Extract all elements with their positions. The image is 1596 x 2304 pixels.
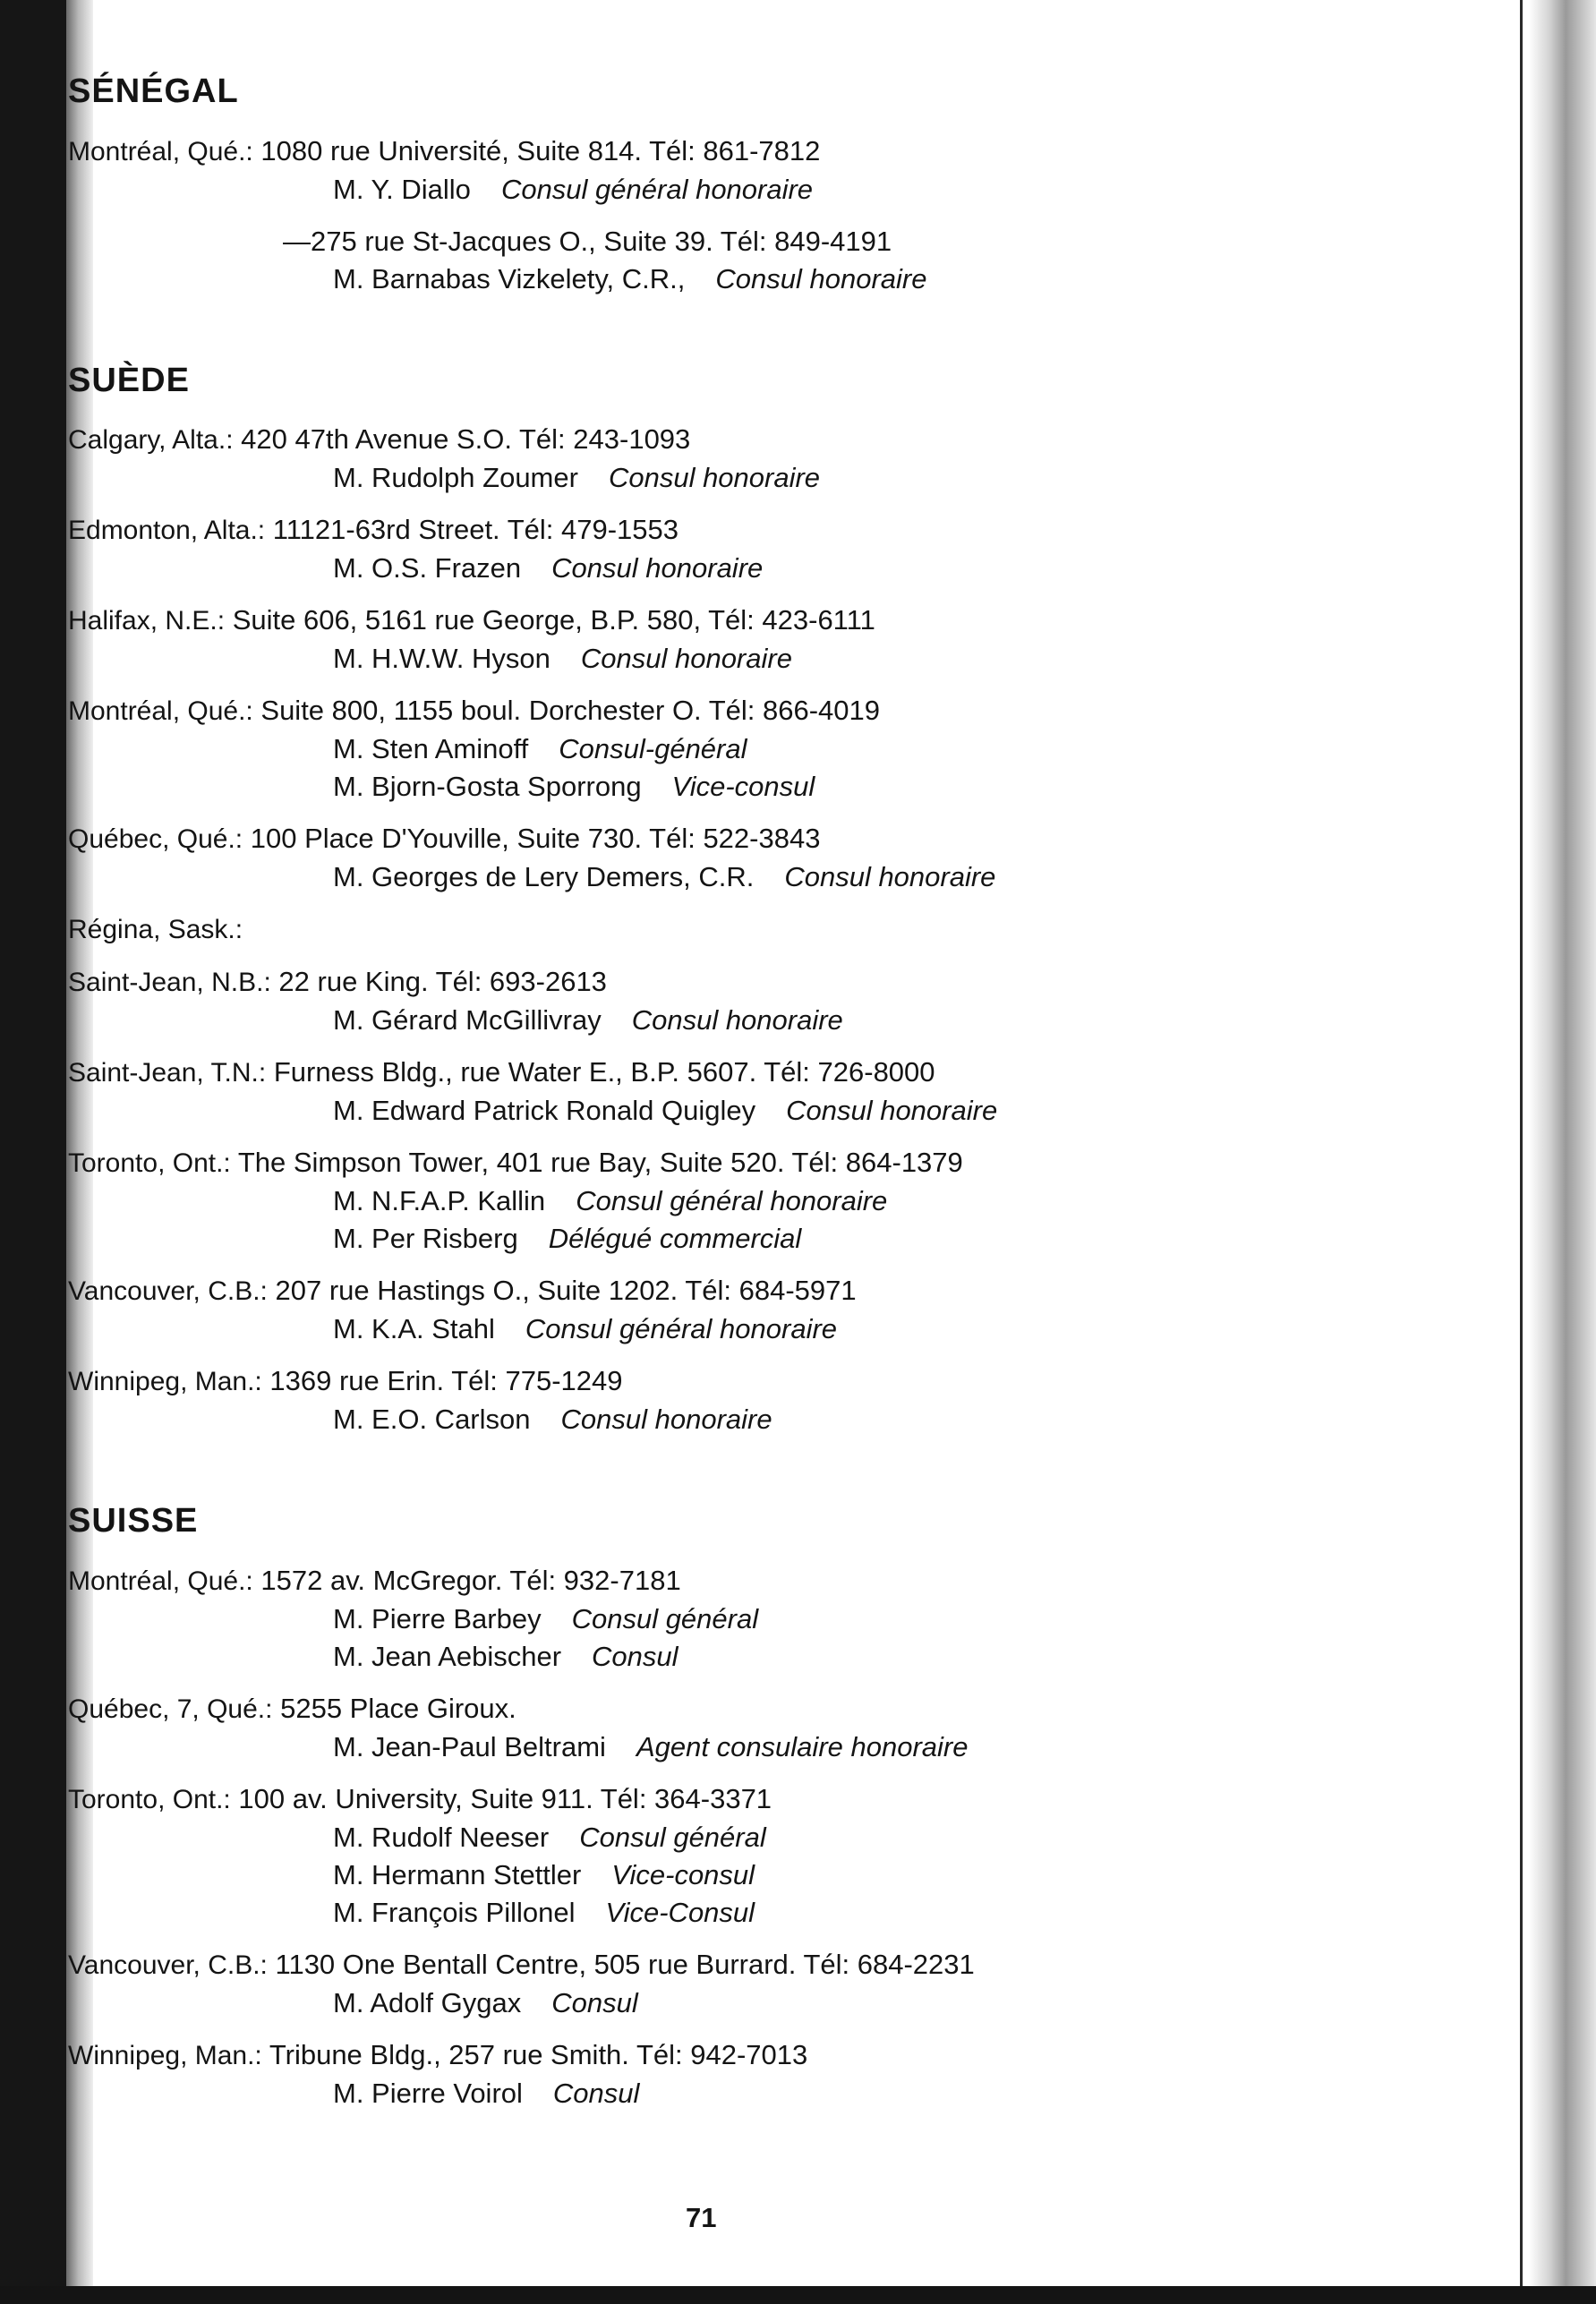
scan-right-edge <box>1529 0 1596 2304</box>
staff-line <box>68 640 1518 678</box>
consulate-entry <box>68 2036 1518 2112</box>
staff-role: Consul <box>592 1640 679 1672</box>
street-address: 1130 One Bentall Centre, 505 rue Burrard. Tél: 684-2231 <box>275 1948 975 1980</box>
staff-name: M. Edward Patrick Ronald Quigley <box>333 1095 756 1127</box>
street-address: Furness Bldg., rue Water E., B.P. 5607. Tél: 726-8000 <box>273 1056 935 1088</box>
address-line <box>68 1054 1518 1092</box>
street-address: Suite 800, 1155 boul. Dorchester O. Tél: 866-4019 <box>260 695 881 727</box>
staff-role: Agent consulaire honoraire <box>636 1730 969 1762</box>
address-line <box>68 511 1518 550</box>
staff-name: M. François Pillonel <box>333 1896 576 1928</box>
city-label: Edmonton, Alta.: <box>68 516 266 546</box>
consulate-entry <box>68 963 1518 1039</box>
staff-line <box>68 1600 1518 1638</box>
scan-left-border <box>0 0 66 2304</box>
staff-name: M. Jean Aebischer <box>333 1640 562 1672</box>
consulate-entry <box>68 223 1518 298</box>
consulate-entry <box>68 692 1518 806</box>
consulate-entry <box>68 910 1518 949</box>
staff-name: M. N.F.A.P. Kallin <box>333 1185 546 1217</box>
staff-line <box>68 1220 1518 1258</box>
staff-role: Consul général honoraire <box>576 1185 888 1217</box>
address-line <box>68 1562 1518 1600</box>
staff-name: M. Barnabas Vizkelety, C.R., <box>333 262 686 294</box>
staff-name: M. E.O. Carlson <box>333 1404 531 1436</box>
staff-line <box>68 1728 1518 1766</box>
city-label: Québec, Qué.: <box>68 824 243 855</box>
city-label: Vancouver, C.B.: <box>68 1276 268 1307</box>
address-line <box>68 1780 1518 1819</box>
address-line <box>68 820 1518 858</box>
staff-name: M. Georges de Lery Demers, C.R. <box>333 861 755 893</box>
staff-role: Vice-consul <box>671 771 815 803</box>
country-section <box>68 1501 1518 2112</box>
consulate-entry <box>68 1272 1518 1348</box>
city-label: Montréal, Qué.: <box>68 1566 253 1596</box>
scan-bottom-edge <box>0 2286 1596 2304</box>
city-label: Halifax, N.E.: <box>68 606 226 636</box>
staff-role: Consul général <box>579 1821 766 1853</box>
staff-role: Consul <box>551 1986 638 2018</box>
city-label: Montréal, Qué.: <box>68 136 253 166</box>
country-section <box>68 361 1518 1439</box>
staff-line <box>68 171 1518 209</box>
staff-role: Consul honoraire <box>715 262 927 294</box>
consulate-entry <box>68 1144 1518 1258</box>
country-section <box>68 72 1518 298</box>
address-line <box>68 421 1518 459</box>
staff-role: Consul honoraire <box>551 552 764 585</box>
street-address: 100 av. University, Suite 911. Tél: 364-3371 <box>238 1782 772 1814</box>
street-address: —275 rue St-Jacques O., Suite 39. Tél: 849-4191 <box>283 225 892 257</box>
staff-line <box>68 1310 1518 1348</box>
staff-line <box>68 768 1518 806</box>
staff-name: M. O.S. Frazen <box>333 552 522 585</box>
city-label: Régina, Sask.: <box>68 915 243 945</box>
staff-name: M. Pierre Voirol <box>333 2077 523 2109</box>
city-label: Winnipeg, Man.: <box>68 2040 262 2070</box>
staff-line <box>68 1894 1518 1932</box>
staff-name: M. Gérard McGillivray <box>333 1004 602 1037</box>
city-label: Québec, 7, Qué.: <box>68 1694 273 1724</box>
staff-role: Consul honoraire <box>580 643 792 675</box>
staff-line <box>68 1002 1518 1039</box>
city-label: Toronto, Ont.: <box>68 1784 231 1814</box>
staff-role: Consul honoraire <box>786 1095 998 1127</box>
address-line <box>68 1144 1518 1182</box>
staff-line <box>68 1401 1518 1438</box>
address-line <box>68 910 1518 949</box>
street-address: 1572 av. McGregor. Tél: 932-7181 <box>260 1564 681 1596</box>
staff-role: Consul général <box>571 1602 759 1634</box>
staff-name: M. H.W.W. Hyson <box>333 643 550 675</box>
street-address: Suite 606, 5161 rue George, B.P. 580, Tél: 423-6111 <box>232 604 875 636</box>
street-address: 207 rue Hastings O., Suite 1202. Tél: 684-5971 <box>275 1275 857 1307</box>
street-address: The Simpson Tower, 401 rue Bay, Suite 520. Tél: 864-1379 <box>237 1147 963 1179</box>
staff-name: M. Per Risberg <box>333 1223 518 1255</box>
staff-role: Consul honoraire <box>784 861 996 893</box>
street-address: 100 Place D'Youville, Suite 730. Tél: 522-3843 <box>250 823 821 855</box>
city-label: Winnipeg, Man.: <box>68 1367 262 1397</box>
staff-line <box>68 2075 1518 2112</box>
street-address: 11121-63rd Street. Tél: 479-1553 <box>272 514 679 546</box>
address-line <box>68 963 1518 1002</box>
consulate-entry <box>68 1690 1518 1766</box>
page-number: 71 <box>686 2202 717 2233</box>
city-label: Saint-Jean, T.N.: <box>68 1058 267 1088</box>
city-label: Montréal, Qué.: <box>68 696 253 727</box>
consulate-entry <box>68 602 1518 678</box>
street-address: 1080 rue Université, Suite 814. Tél: 861-7812 <box>260 134 821 166</box>
country-heading: SÉNÉGAL <box>68 73 239 110</box>
staff-name: M. Adolf Gygax <box>333 1986 522 2018</box>
street-address: 22 rue King. Tél: 693-2613 <box>278 966 607 998</box>
staff-role: Consul général honoraire <box>525 1313 838 1345</box>
consulate-entry <box>68 1780 1518 1932</box>
staff-role: Consul-général <box>559 733 747 765</box>
address-line <box>68 1946 1518 1984</box>
staff-line <box>68 730 1518 768</box>
address-line <box>68 1272 1518 1310</box>
staff-line <box>68 1092 1518 1130</box>
staff-role: Consul général honoraire <box>500 173 814 205</box>
country-heading: SUÈDE <box>68 361 190 399</box>
staff-role: Vice-consul <box>611 1858 755 1890</box>
staff-name: M. Sten Aminoff <box>333 733 529 765</box>
address-line <box>68 132 1518 171</box>
country-heading: SUISSE <box>68 1502 199 1540</box>
staff-name: M. Y. Diallo <box>333 173 471 205</box>
staff-name: M. Hermann Stettler <box>333 1858 582 1890</box>
address-line <box>68 602 1518 640</box>
staff-line <box>68 260 1518 298</box>
scan-right-rule <box>1520 0 1523 2304</box>
staff-name: M. Jean-Paul Beltrami <box>333 1730 606 1762</box>
staff-name: M. Pierre Barbey <box>333 1602 542 1634</box>
staff-role: Consul <box>552 2077 640 2109</box>
street-address: 1369 rue Erin. Tél: 775-1249 <box>269 1365 623 1397</box>
staff-role: Consul honoraire <box>560 1404 772 1436</box>
consulate-entry <box>68 421 1518 497</box>
staff-name: M. Rudolph Zoumer <box>333 462 578 494</box>
city-label: Saint-Jean, N.B.: <box>68 968 271 998</box>
staff-line <box>68 1819 1518 1856</box>
consulate-entry <box>68 820 1518 896</box>
city-label: Toronto, Ont.: <box>68 1148 231 1179</box>
staff-name: M. Bjorn-Gosta Sporrong <box>333 771 642 803</box>
city-label: Calgary, Alta.: <box>68 425 234 456</box>
consulate-entry <box>68 1362 1518 1438</box>
staff-line <box>68 1182 1518 1220</box>
staff-line <box>68 858 1518 896</box>
staff-role: Vice-Consul <box>605 1896 755 1928</box>
address-line <box>68 692 1518 730</box>
staff-line <box>68 550 1518 587</box>
consulate-directory <box>68 72 1518 2175</box>
address-line <box>68 223 1518 260</box>
staff-line <box>68 1984 1518 2022</box>
staff-name: M. Rudolf Neeser <box>333 1821 550 1853</box>
staff-name: M. K.A. Stahl <box>333 1313 495 1345</box>
street-address: 5255 Place Giroux. <box>280 1692 516 1724</box>
consulate-entry <box>68 1054 1518 1130</box>
address-line <box>68 1362 1518 1401</box>
staff-line <box>68 1638 1518 1676</box>
street-address: Tribune Bldg., 257 rue Smith. Tél: 942-7013 <box>269 2038 808 2070</box>
staff-role: Délégué commercial <box>548 1223 802 1255</box>
city-label: Vancouver, C.B.: <box>68 1950 268 1980</box>
street-address: 420 47th Avenue S.O. Tél: 243-1093 <box>241 423 691 456</box>
staff-line <box>68 1856 1518 1894</box>
consulate-entry <box>68 511 1518 587</box>
consulate-entry <box>68 1946 1518 2022</box>
address-line <box>68 1690 1518 1728</box>
staff-line <box>68 459 1518 497</box>
staff-role: Consul honoraire <box>631 1004 843 1037</box>
address-line <box>68 2036 1518 2075</box>
staff-role: Consul honoraire <box>608 462 821 494</box>
consulate-entry <box>68 132 1518 209</box>
consulate-entry <box>68 1562 1518 1676</box>
